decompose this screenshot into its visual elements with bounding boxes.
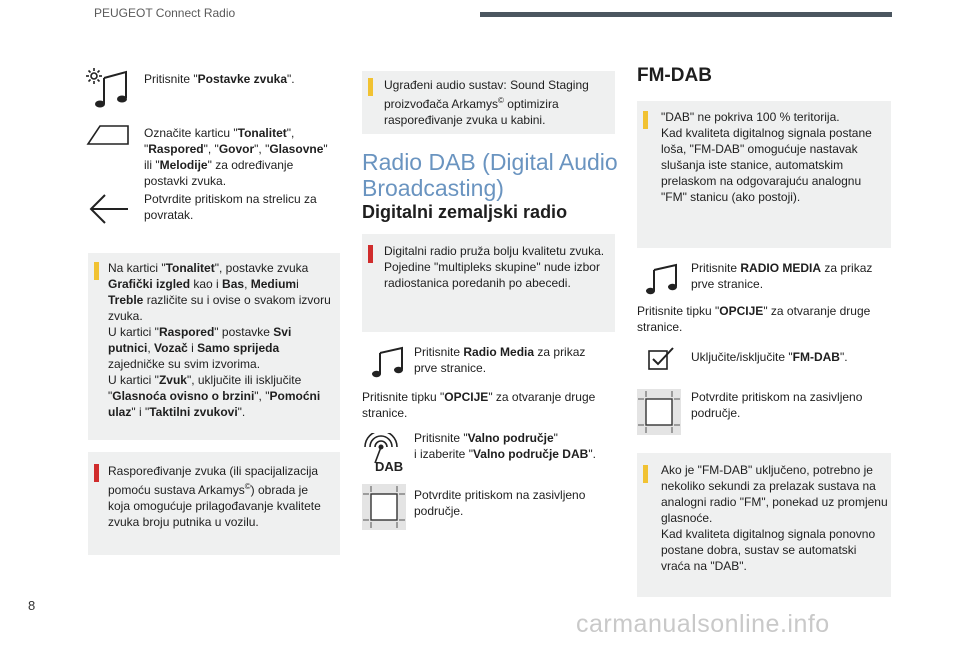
info-marker	[643, 111, 648, 129]
info-text-tonalitet: Na kartici "Tonalitet", postavke zvuka Grafički izgled kao i Bas, Mediumi Treble različite su i ovise o svakom izvoru zvuka. U kartici "Raspored" postavke Svi putnici, Vozač i Samo sprijeda zajedničke su svim izvorima. U kartici "Zvuk", uključite ili isključite "Glasnoća ovisno o brzini", "Pomoćni ulaz" i "Taktilni zvukovi".	[108, 261, 331, 419]
step-confirm-grey-area-fm: Potvrdite pritiskom na zasivljeno područje.	[691, 390, 863, 420]
page-number: 8	[28, 598, 36, 613]
tab-icon	[86, 124, 130, 146]
section-title-radio-dab: Radio DAB (Digital Audio Broadcasting)	[362, 149, 618, 201]
info-text-sound-staging: Ugrađeni audio sustav: Sound Staging proizvođača Arkamys© optimizira raspoređivanje zvuka u kabini.	[384, 78, 589, 127]
dab-band-icon	[363, 433, 407, 473]
info-box-tonalitet	[88, 253, 340, 440]
warning-box-spatialization	[88, 452, 340, 555]
warning-marker	[368, 245, 373, 263]
step-select-tab: Označite karticu "Tonalitet", "Raspored", "Govor", "Glasovne" ili "Melodije" za određivanje postavki zvuka.	[144, 126, 328, 188]
step-band-dab: Pritisnite "Valno područje" i izaberite "Valno područje DAB".	[414, 431, 596, 461]
step-radio-media: Pritisnite Radio Media za prikaz prve stranice.	[414, 345, 586, 375]
grey-area-icon	[637, 389, 681, 435]
dab-icon-label: DAB	[375, 459, 404, 473]
section-title-fm-dab: FM-DAB	[637, 65, 712, 86]
info-text-fm-dab: "DAB" ne pokriva 100 % teritorija. Kad kvaliteta digitalnog signala postane loša, "FM-DAB" omogućuje nastavak slušanja iste stanice, automatskim prelaskom na odgovarajuću analognu "FM" stanicu (ako postoji).	[661, 110, 872, 204]
warning-marker	[94, 464, 99, 482]
watermark: carmanualsonline.info	[576, 610, 830, 638]
para-options-fm: Pritisnite tipku "OPCIJE" za otvaranje druge stranice.	[637, 304, 871, 334]
step-toggle-fm-dab: Uključite/isključite "FM-DAB".	[691, 350, 848, 364]
subsection-title-digital-radio: Digitalni zemaljski radio	[362, 202, 568, 222]
step-radio-media-fm: Pritisnite RADIO MEDIA za prikaz prve stranice.	[691, 261, 873, 291]
header-bar	[480, 12, 892, 17]
step-confirm-back: Potvrdite pritiskom na strelicu za povratak.	[144, 192, 317, 222]
running-header: PEUGEOT Connect Radio	[94, 6, 236, 20]
back-arrow-icon	[88, 192, 130, 226]
music-note-icon	[372, 345, 406, 379]
info-box-fm-dab	[637, 101, 891, 248]
info-marker	[94, 262, 99, 280]
music-note-icon	[646, 262, 680, 296]
checkbox-icon	[646, 346, 676, 372]
warning-box-digital-radio	[362, 234, 615, 332]
info-marker	[643, 465, 648, 483]
warning-text-digital-radio: Digitalni radio pruža bolju kvalitetu zvuka. Pojedine "multipleks skupine" nude izbor radiostanica poredanih po abecedi.	[384, 244, 605, 290]
step-confirm-grey-area: Potvrdite pritiskom na zasivljeno područje.	[414, 488, 586, 518]
para-options: Pritisnite tipku "OPCIJE" za otvaranje druge stranice.	[362, 390, 596, 420]
info-box-sound-staging	[362, 71, 615, 134]
info-marker	[368, 78, 373, 96]
grey-area-icon	[362, 484, 406, 530]
step-sound-settings: Pritisnite "Postavke zvuka".	[144, 72, 295, 86]
info-box-fm-dab-switch	[637, 453, 891, 597]
sound-settings-icon	[86, 66, 130, 110]
warning-text-spatialization: Raspoređivanje zvuka (ili spacijalizacija pomoću sustava Arkamys©) obrada je koja omogućuje prilagođavanje kvalitete zvuka broju putnika u vozilu.	[108, 464, 321, 529]
info-text-fm-dab-switch: Ako je "FM-DAB" uključeno, potrebno je nekoliko sekundi za prelazak sustava na analogni radio "FM", ponekad uz promjenu glasnoće. Kad kvaliteta digitalnog signala ponovno postane dobra, sustav se automatski vraća na "DAB".	[661, 463, 888, 573]
